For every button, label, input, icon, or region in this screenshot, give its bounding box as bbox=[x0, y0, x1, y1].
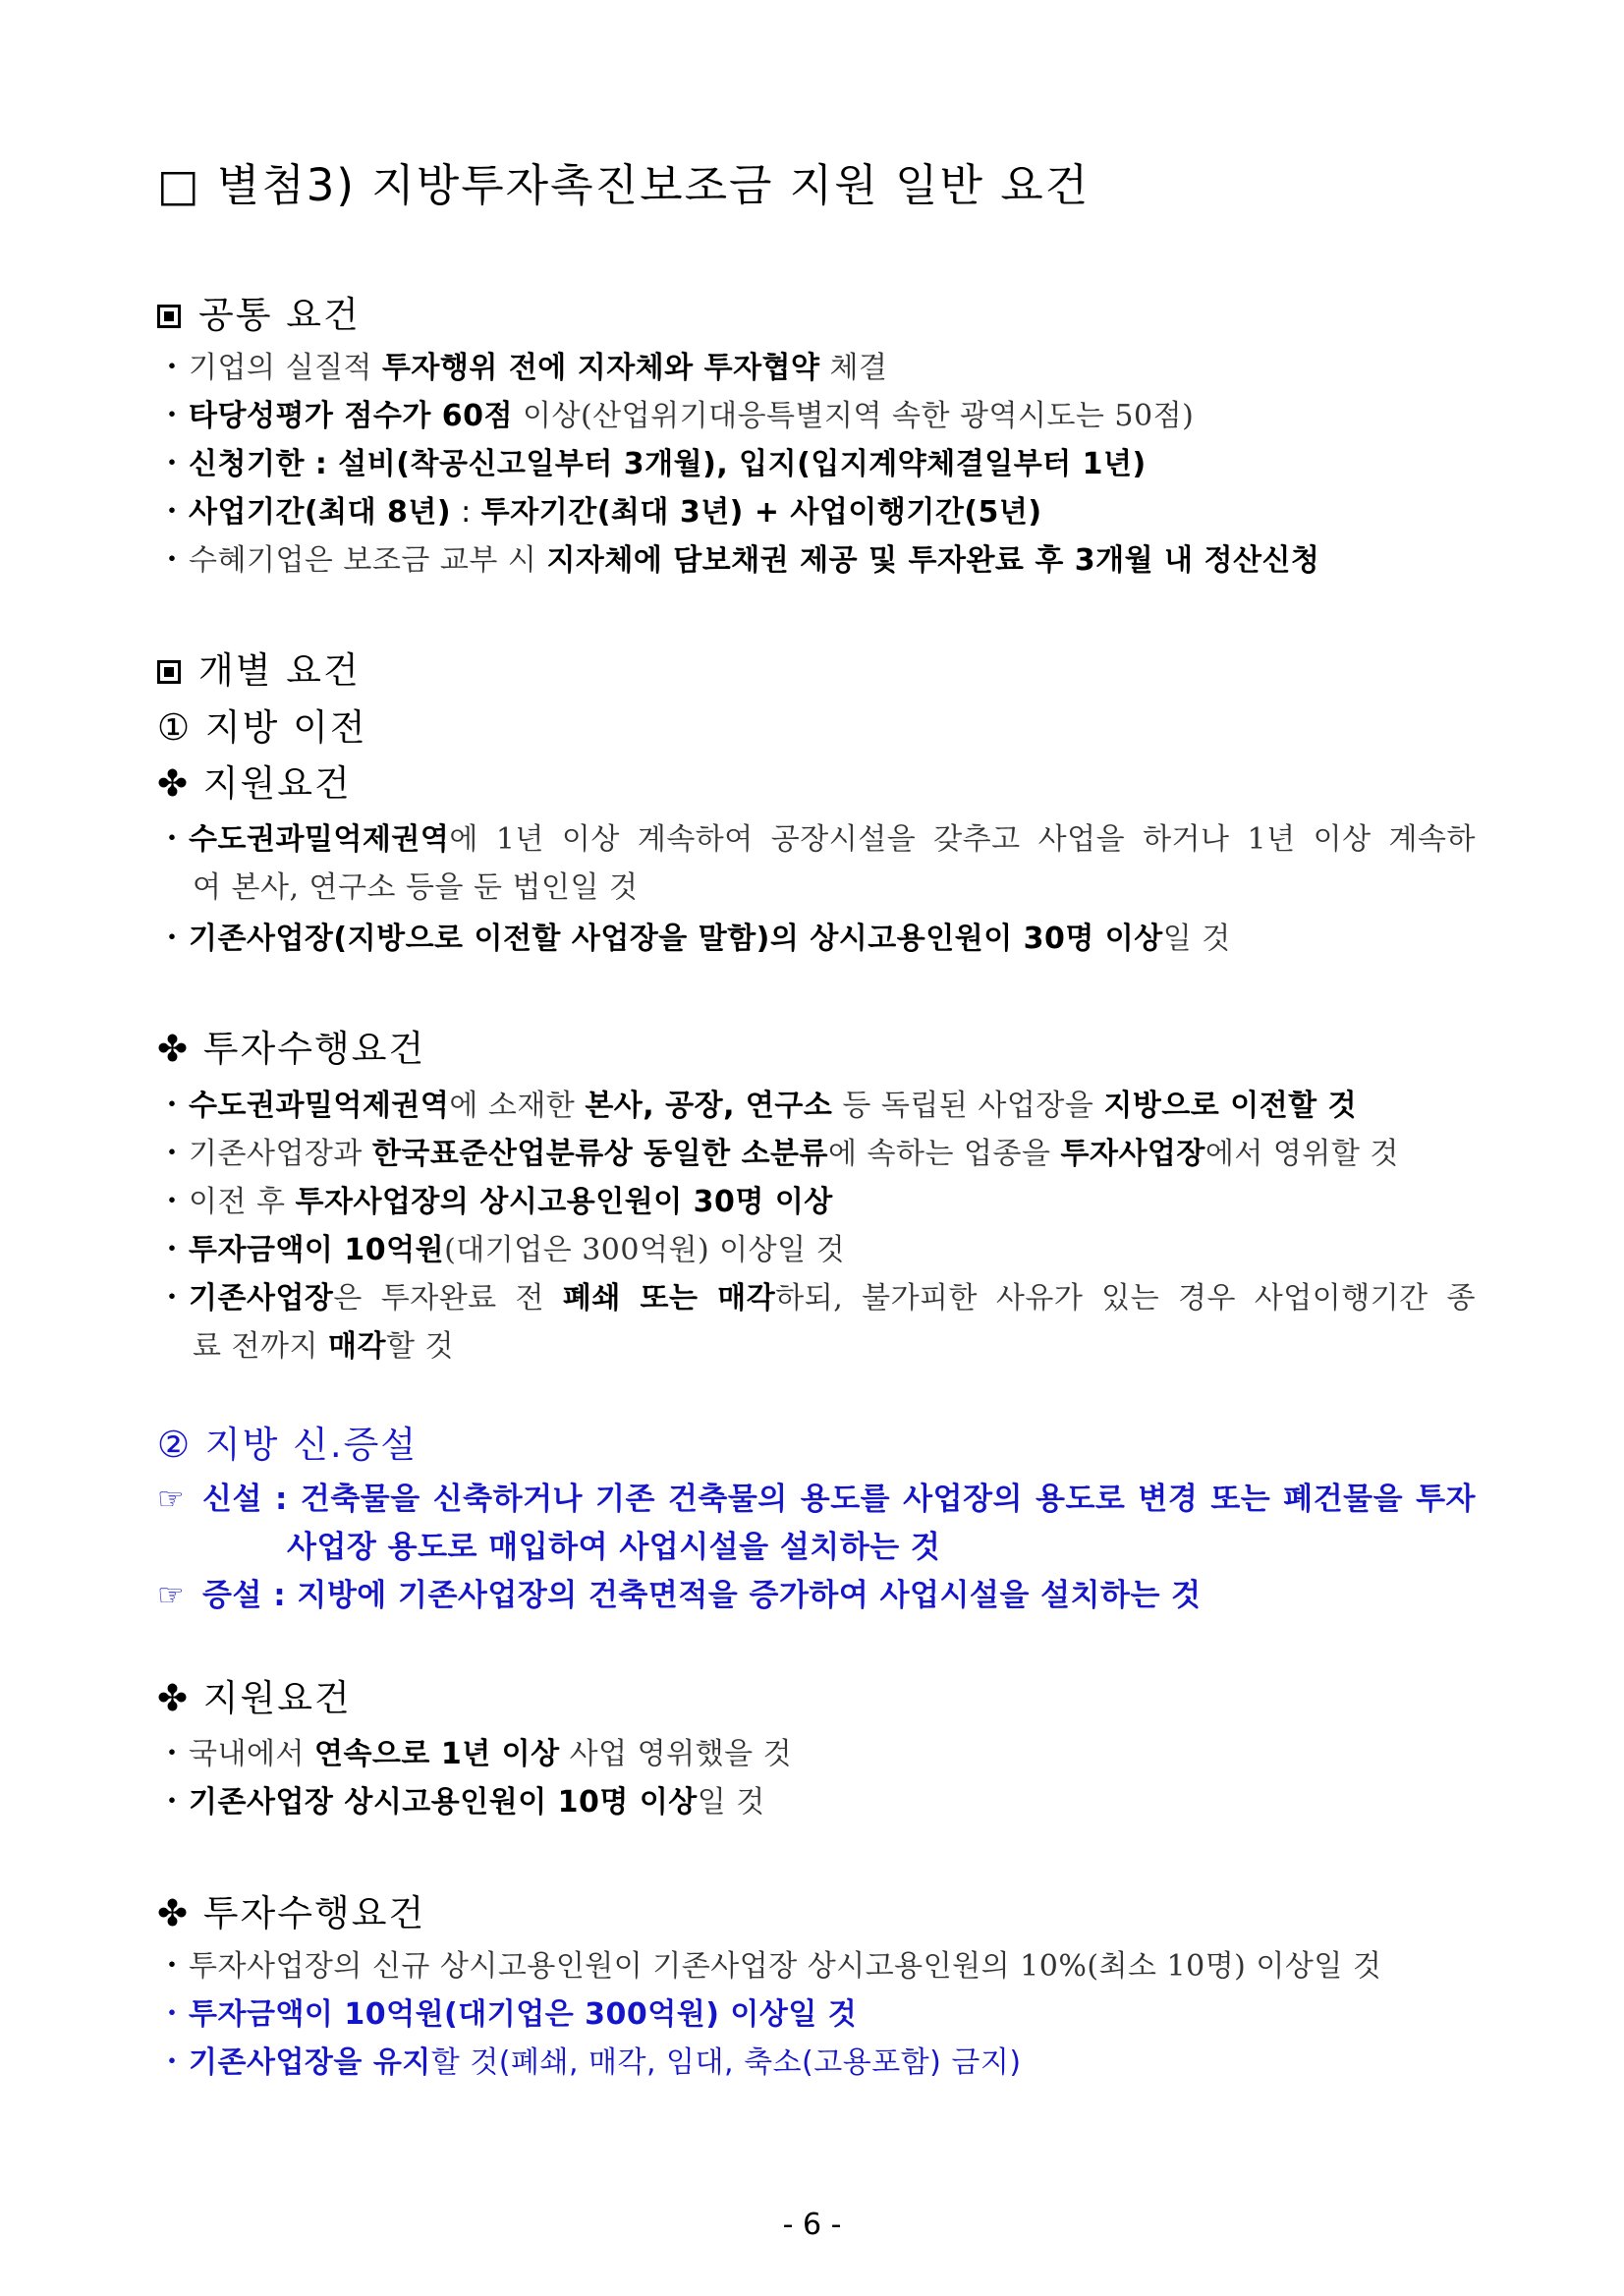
filled-square-icon bbox=[157, 305, 181, 328]
new-definition: ☞ 신설 : 건축물을 신축하거나 기존 건축물의 용도를 사업장의 용도로 변경 또는 폐건물을 투자 bbox=[157, 1482, 1476, 1517]
new-expand-heading: ② 지방 신.증설 bbox=[157, 1424, 419, 1466]
list-item: ・사업기간(최대 8년) : 투자기간(최대 3년) + 사업이행기간(5년) bbox=[157, 495, 1042, 530]
title-checkbox: □ bbox=[157, 159, 201, 211]
filled-square-icon bbox=[157, 660, 181, 684]
list-item: ・기업의 실질적 투자행위 전에 지자체와 투자협약 체결 bbox=[157, 351, 888, 385]
new-support-heading: ✤ 지원요건 bbox=[157, 1677, 352, 1719]
relocation-support-heading: ✤ 지원요건 bbox=[157, 762, 352, 805]
list-item: ・수혜기업은 보조금 교부 시 지자체에 담보채권 제공 및 투자완료 후 3개월 내 정산신청 bbox=[157, 543, 1320, 578]
new-definition-continuation: 사업장 용도로 매입하여 사업시설을 설치하는 것 bbox=[287, 1530, 941, 1565]
list-item: ・투자금액이 10억원(대기업은 300억원) 이상일 것 bbox=[157, 1997, 858, 2032]
expansion-definition: ☞ 증설 : 지방에 기존사업장의 건축면적을 증가하여 사업시설을 설치하는 것 bbox=[157, 1578, 1202, 1613]
list-item: ・투자금액이 10억원(대기업은 300억원) 이상일 것 bbox=[157, 1233, 846, 1267]
pointing-hand-icon: ☞ bbox=[157, 1482, 186, 1517]
list-item: ・이전 후 투자사업장의 상시고용인원이 30명 이상 bbox=[157, 1185, 833, 1219]
list-item: ・기존사업장 상시고용인원이 10명 이상일 것 bbox=[157, 1785, 765, 1820]
list-item: ・기존사업장을 유지할 것(폐쇄, 매각, 임대, 축소(고용포함) 금지) bbox=[157, 2045, 1022, 2080]
list-item: ・타당성평가 점수가 60점 이상(산업위기대응특별지역 속한 광역시도는 50점) bbox=[157, 399, 1195, 433]
relocation-invest-heading: ✤ 투자수행요건 bbox=[157, 1028, 426, 1070]
list-item-continuation: 료 전까지 매각할 것 bbox=[193, 1329, 454, 1364]
common-heading: 공통 요건 bbox=[157, 285, 361, 338]
list-item: ・신청기한 : 설비(착공신고일부터 3개월), 입지(입지계약체결일부터 1년) bbox=[157, 447, 1147, 481]
list-item-continuation: 여 본사, 연구소 등을 둔 법인일 것 bbox=[193, 870, 639, 905]
relocation-heading: ① 지방 이전 bbox=[157, 706, 367, 749]
list-item: ・수도권과밀억제권역에 소재한 본사, 공장, 연구소 등 독립된 사업장을 지방으로 이전할 것 bbox=[157, 1089, 1358, 1123]
list-item: ・수도권과밀억제권역에 1년 이상 계속하여 공장시설을 갖추고 사업을 하거나 1년 이상 계속하 bbox=[157, 822, 1476, 857]
list-item: ・국내에서 연속으로 1년 이상 사업 영위했을 것 bbox=[157, 1737, 793, 1771]
list-item: ・투자사업장의 신규 상시고용인원이 기존사업장 상시고용인원의 10%(최소 10명) 이상일 것 bbox=[157, 1949, 1382, 1984]
pointing-hand-icon: ☞ bbox=[157, 1578, 186, 1613]
title-text: 별첨3) 지방투자촉진보조금 지원 일반 요건 bbox=[216, 159, 1091, 211]
individual-heading: 개별 요건 bbox=[157, 641, 361, 694]
page-title bbox=[157, 149, 1090, 213]
page-number: - 6 - bbox=[782, 2208, 842, 2242]
list-item: ・기존사업장과 한국표준산업분류상 동일한 소분류에 속하는 업종을 투자사업장에서 영위할 것 bbox=[157, 1137, 1399, 1171]
list-item: ・기존사업장(지방으로 이전할 사업장을 말함)의 상시고용인원이 30명 이상일 것 bbox=[157, 922, 1231, 956]
new-invest-heading: ✤ 투자수행요건 bbox=[157, 1892, 426, 1934]
list-item: ・기존사업장은 투자완료 전 폐쇄 또는 매각하되, 불가피한 사유가 있는 경우 사업이행기간 종 bbox=[157, 1281, 1476, 1316]
